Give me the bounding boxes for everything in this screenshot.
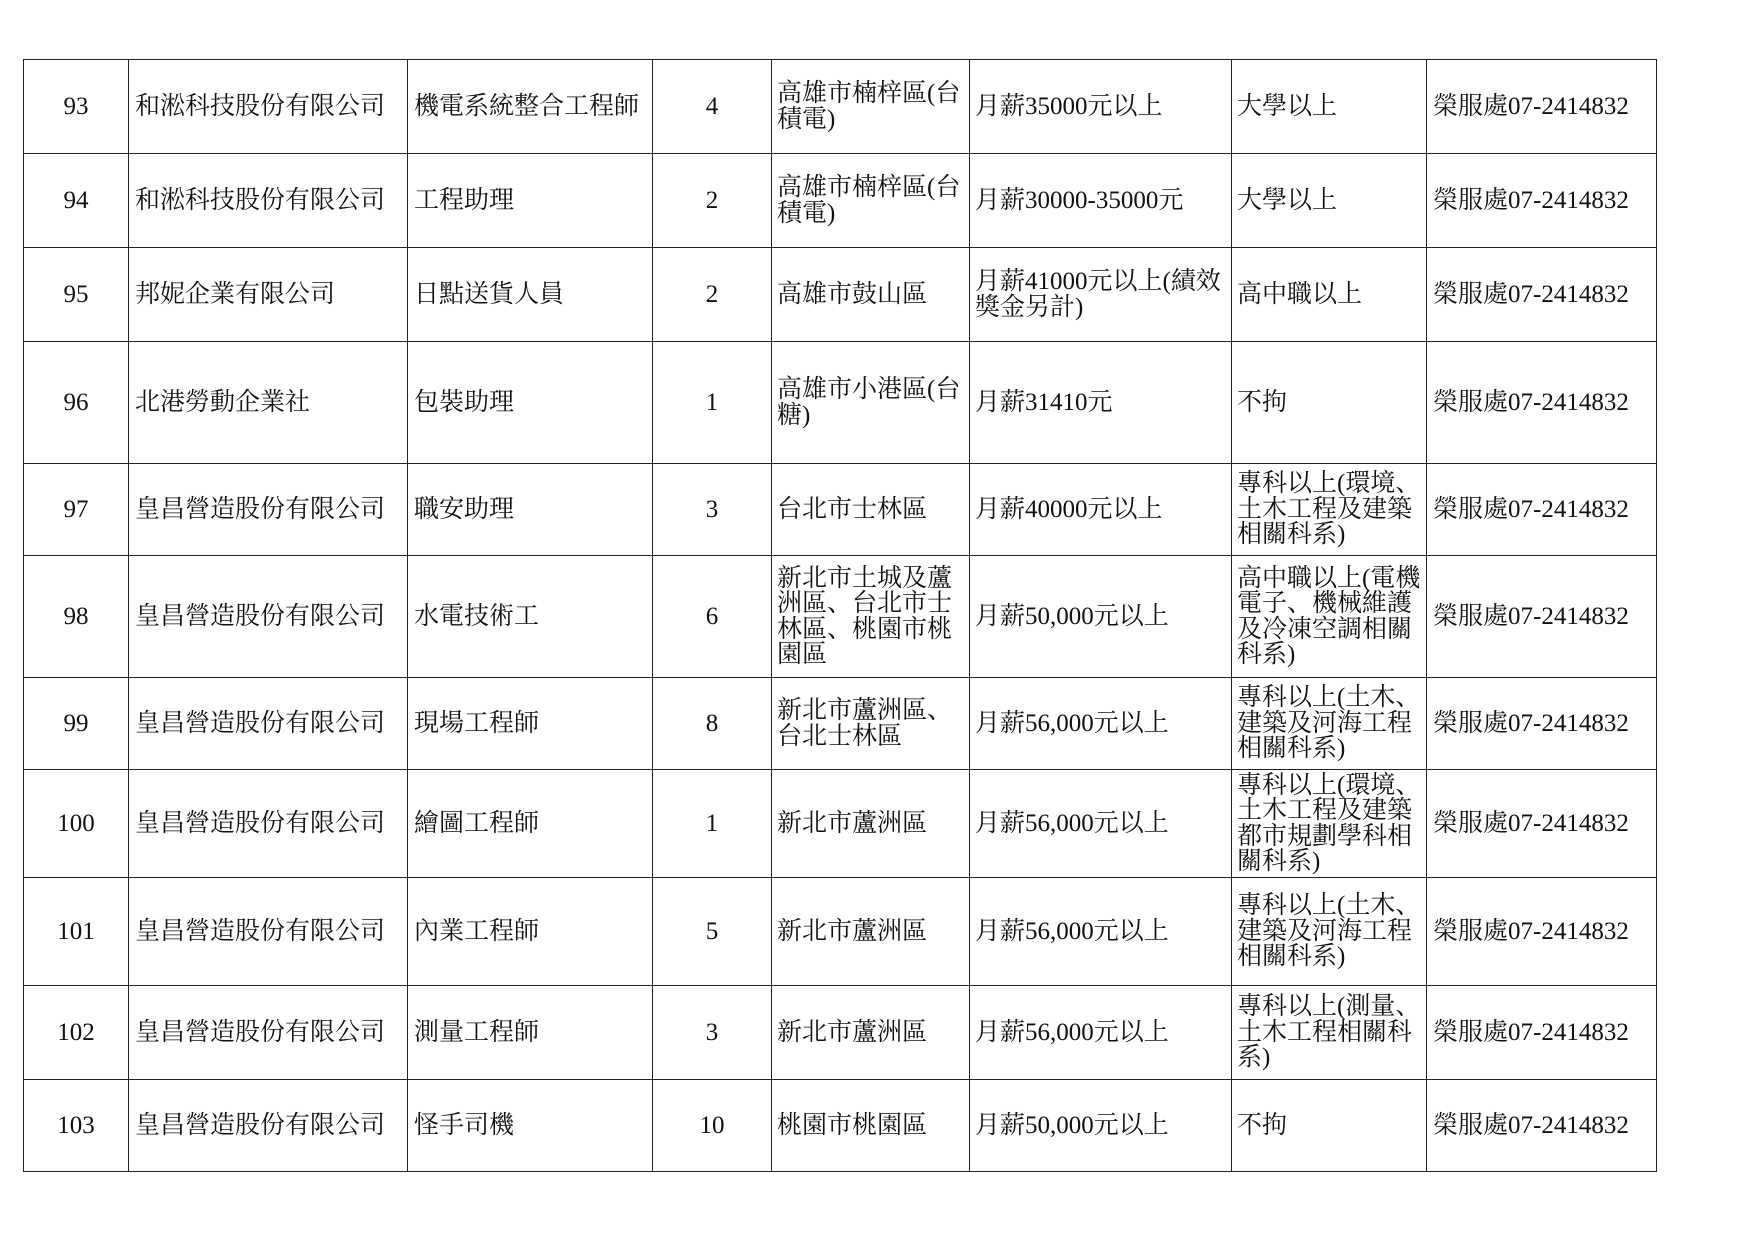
table-row xyxy=(24,60,1657,154)
headcount-cell: 3 xyxy=(653,464,772,556)
contact-cell: 榮服處07-2414832 xyxy=(1427,556,1657,678)
headcount-cell: 4 xyxy=(653,60,772,154)
education-cell: 大學以上 xyxy=(1232,60,1427,154)
education-cell: 專科以上(環境、土木工程及建築都市規劃學科相關科系) xyxy=(1232,770,1427,878)
contact-cell: 榮服處07-2414832 xyxy=(1427,986,1657,1080)
table-row xyxy=(24,1080,1657,1172)
position-cell: 職安助理 xyxy=(408,464,653,556)
position-cell: 機電系統整合工程師 xyxy=(408,60,653,154)
table-row xyxy=(24,878,1657,986)
education-cell: 專科以上(測量、土木工程相關科系) xyxy=(1232,986,1427,1080)
position-cell: 內業工程師 xyxy=(408,878,653,986)
table-row xyxy=(24,342,1657,464)
company-cell: 皇昌營造股份有限公司 xyxy=(129,1080,408,1172)
company-cell: 皇昌營造股份有限公司 xyxy=(129,878,408,986)
education-cell: 高中職以上 xyxy=(1232,248,1427,342)
education-cell: 不拘 xyxy=(1232,1080,1427,1172)
row-number-cell: 95 xyxy=(24,248,129,342)
location-cell: 新北市蘆洲區 xyxy=(772,878,970,986)
location-cell: 高雄市楠梓區(台積電) xyxy=(772,154,970,248)
education-cell: 專科以上(土木、建築及河海工程相關科系) xyxy=(1232,678,1427,770)
location-cell: 新北市蘆洲區 xyxy=(772,986,970,1080)
salary-cell: 月薪56,000元以上 xyxy=(970,678,1232,770)
table-row xyxy=(24,464,1657,556)
table-row xyxy=(24,986,1657,1080)
headcount-cell: 2 xyxy=(653,154,772,248)
position-cell: 繪圖工程師 xyxy=(408,770,653,878)
company-cell: 皇昌營造股份有限公司 xyxy=(129,986,408,1080)
contact-cell: 榮服處07-2414832 xyxy=(1427,464,1657,556)
table-body xyxy=(24,60,1657,1172)
location-cell: 桃園市桃園區 xyxy=(772,1080,970,1172)
row-number-cell: 97 xyxy=(24,464,129,556)
company-cell: 和淞科技股份有限公司 xyxy=(129,154,408,248)
location-cell: 新北市蘆洲區 xyxy=(772,770,970,878)
job-listing-table xyxy=(23,59,1657,1172)
contact-cell: 榮服處07-2414832 xyxy=(1427,678,1657,770)
salary-cell: 月薪41000元以上(績效獎金另計) xyxy=(970,248,1232,342)
position-cell: 水電技術工 xyxy=(408,556,653,678)
position-cell: 包裝助理 xyxy=(408,342,653,464)
education-cell: 高中職以上(電機電子、機械維護及冷凍空調相關科系) xyxy=(1232,556,1427,678)
headcount-cell: 1 xyxy=(653,770,772,878)
education-cell: 專科以上(土木、建築及河海工程相關科系) xyxy=(1232,878,1427,986)
location-cell: 新北市蘆洲區、台北士林區 xyxy=(772,678,970,770)
row-number-cell: 93 xyxy=(24,60,129,154)
salary-cell: 月薪56,000元以上 xyxy=(970,878,1232,986)
headcount-cell: 1 xyxy=(653,342,772,464)
contact-cell: 榮服處07-2414832 xyxy=(1427,342,1657,464)
position-cell: 測量工程師 xyxy=(408,986,653,1080)
education-cell: 專科以上(環境、土木工程及建築相關科系) xyxy=(1232,464,1427,556)
salary-cell: 月薪35000元以上 xyxy=(970,60,1232,154)
salary-cell: 月薪56,000元以上 xyxy=(970,986,1232,1080)
row-number-cell: 100 xyxy=(24,770,129,878)
headcount-cell: 6 xyxy=(653,556,772,678)
salary-cell: 月薪50,000元以上 xyxy=(970,556,1232,678)
location-cell: 高雄市鼓山區 xyxy=(772,248,970,342)
row-number-cell: 99 xyxy=(24,678,129,770)
contact-cell: 榮服處07-2414832 xyxy=(1427,60,1657,154)
table-row xyxy=(24,556,1657,678)
headcount-cell: 3 xyxy=(653,986,772,1080)
headcount-cell: 10 xyxy=(653,1080,772,1172)
table-row xyxy=(24,154,1657,248)
table-row xyxy=(24,770,1657,878)
company-cell: 皇昌營造股份有限公司 xyxy=(129,678,408,770)
row-number-cell: 101 xyxy=(24,878,129,986)
salary-cell: 月薪40000元以上 xyxy=(970,464,1232,556)
company-cell: 北港勞動企業社 xyxy=(129,342,408,464)
position-cell: 怪手司機 xyxy=(408,1080,653,1172)
position-cell: 日點送貨人員 xyxy=(408,248,653,342)
row-number-cell: 98 xyxy=(24,556,129,678)
education-cell: 不拘 xyxy=(1232,342,1427,464)
company-cell: 和淞科技股份有限公司 xyxy=(129,60,408,154)
salary-cell: 月薪50,000元以上 xyxy=(970,1080,1232,1172)
contact-cell: 榮服處07-2414832 xyxy=(1427,770,1657,878)
company-cell: 邦妮企業有限公司 xyxy=(129,248,408,342)
row-number-cell: 94 xyxy=(24,154,129,248)
position-cell: 工程助理 xyxy=(408,154,653,248)
headcount-cell: 8 xyxy=(653,678,772,770)
salary-cell: 月薪30000-35000元 xyxy=(970,154,1232,248)
table-row xyxy=(24,678,1657,770)
row-number-cell: 103 xyxy=(24,1080,129,1172)
company-cell: 皇昌營造股份有限公司 xyxy=(129,556,408,678)
position-cell: 現場工程師 xyxy=(408,678,653,770)
contact-cell: 榮服處07-2414832 xyxy=(1427,878,1657,986)
headcount-cell: 2 xyxy=(653,248,772,342)
headcount-cell: 5 xyxy=(653,878,772,986)
location-cell: 高雄市楠梓區(台積電) xyxy=(772,60,970,154)
location-cell: 新北市土城及蘆洲區、台北市士林區、桃園市桃園區 xyxy=(772,556,970,678)
salary-cell: 月薪56,000元以上 xyxy=(970,770,1232,878)
table-row xyxy=(24,248,1657,342)
contact-cell: 榮服處07-2414832 xyxy=(1427,248,1657,342)
contact-cell: 榮服處07-2414832 xyxy=(1427,1080,1657,1172)
location-cell: 高雄市小港區(台糖) xyxy=(772,342,970,464)
row-number-cell: 96 xyxy=(24,342,129,464)
row-number-cell: 102 xyxy=(24,986,129,1080)
salary-cell: 月薪31410元 xyxy=(970,342,1232,464)
contact-cell: 榮服處07-2414832 xyxy=(1427,154,1657,248)
company-cell: 皇昌營造股份有限公司 xyxy=(129,770,408,878)
education-cell: 大學以上 xyxy=(1232,154,1427,248)
location-cell: 台北市士林區 xyxy=(772,464,970,556)
company-cell: 皇昌營造股份有限公司 xyxy=(129,464,408,556)
